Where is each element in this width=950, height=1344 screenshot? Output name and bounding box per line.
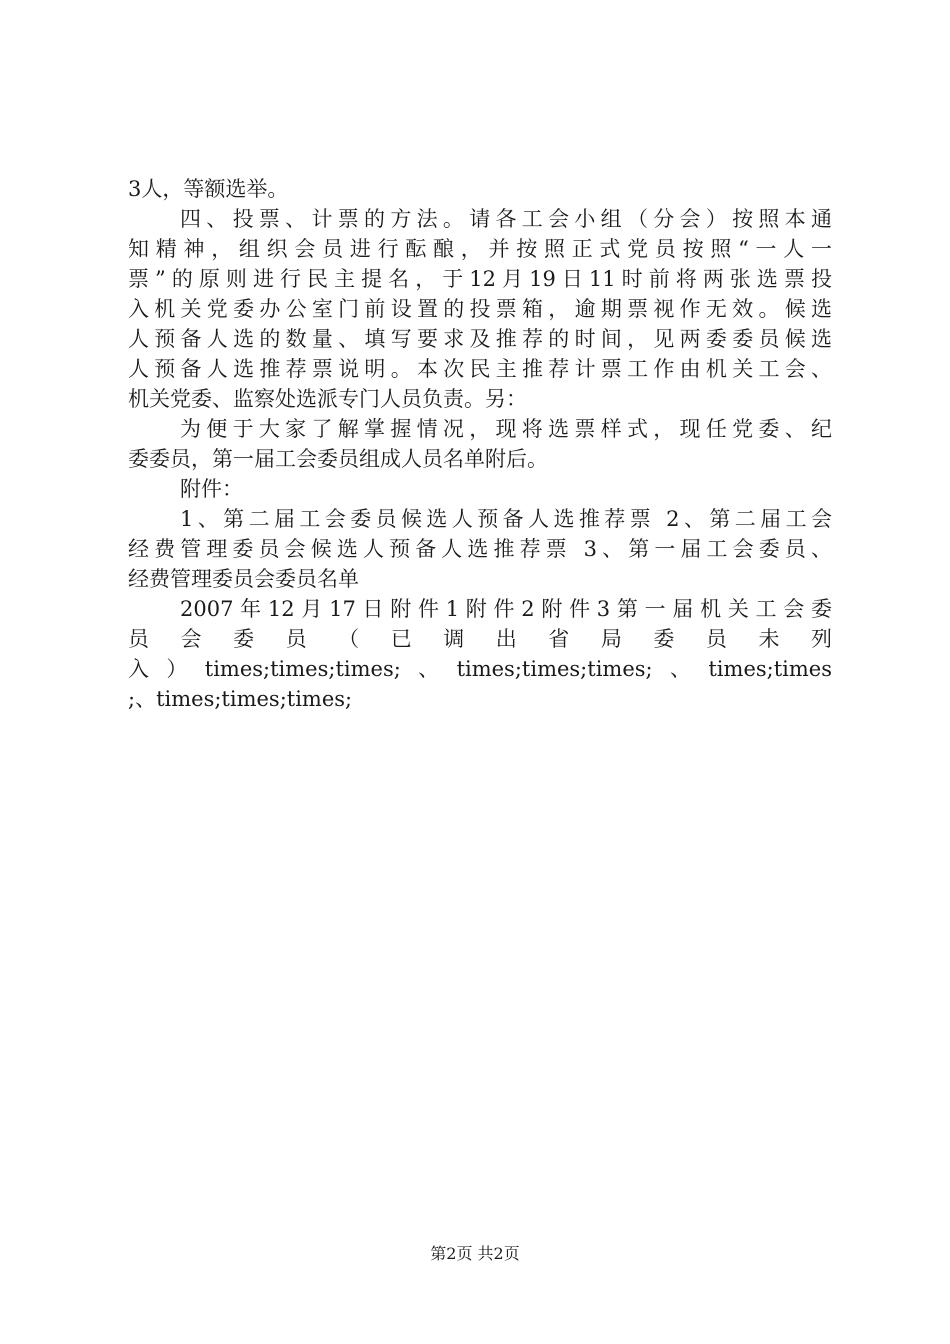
text-line: 四、投票、计票的方法。请各工会小组（分会）按照本通 <box>180 207 832 231</box>
document-body <box>128 174 832 714</box>
text-line: 委委员，第一届工会委员组成人员名单附后。 <box>128 447 548 471</box>
page-number-footer: 第2页 共2页 <box>430 1244 520 1263</box>
text-line: 经费管理委员会委员名单 <box>128 567 359 591</box>
text-line: 经费管理委员会候选人预备人选推荐票 3、第一届工会委员、 <box>128 537 832 561</box>
text-line: 3人，等额选举。 <box>128 177 289 201</box>
text-line: 入机关党委办公室门前设置的投票箱，逾期票视作无效。候选 <box>128 297 832 321</box>
text-line: 票”的原则进行民主提名，于12月19日11时前将两张选票投 <box>128 267 832 291</box>
text-line: 附件： <box>180 477 243 501</box>
text-line: 知精神，组织会员进行酝酿，并按照正式党员按照“一人一 <box>128 237 832 261</box>
text-line: 2007年12月17日附件1附件2附件3第一届机关工会委 <box>180 597 832 621</box>
text-line: ;、times;times;times; <box>128 687 353 711</box>
text-line: 员 会 委 员 （ 已 调 出 省 局 委 员 未 列 <box>128 627 832 651</box>
text-line: 1、第二届工会委员候选人预备人选推荐票 2、第二届工会 <box>180 507 832 531</box>
text-line: 机关党委、监察处选派专门人员负责。另： <box>128 387 527 411</box>
text-line: 为便于大家了解掌握情况，现将选票样式，现任党委、纪 <box>180 417 832 441</box>
text-line: 人预备人选推荐票说明。本次民主推荐计票工作由机关工会、 <box>128 357 832 381</box>
text-line: 人预备人选的数量、填写要求及推荐的时间，见两委委员候选 <box>128 327 832 351</box>
text-line: 入）times;times;times;、times;times;times;、times;times <box>128 657 832 681</box>
